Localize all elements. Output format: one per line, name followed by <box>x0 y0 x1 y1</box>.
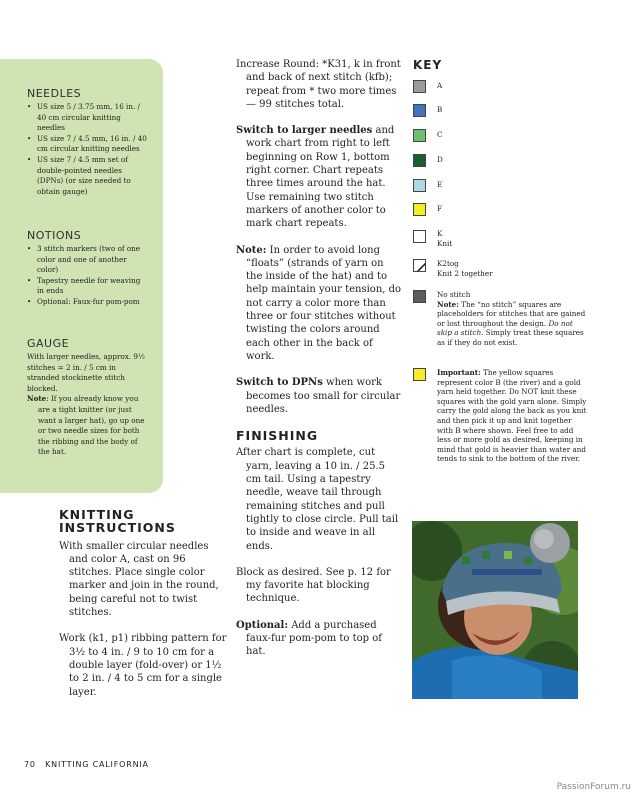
optional-bold: Optional: <box>236 619 289 631</box>
middle-column <box>236 58 402 659</box>
note-paragraph <box>236 244 402 364</box>
note-text: In order to avoid long “floats” (strands of yarn on the inside of the hat) and to help maintain your tension, do not carry a color more than three or four stitches without twisting the colors around each other in the back of work. <box>246 244 402 362</box>
optional-text: Add a purchased faux-fur pom-pom to top of hat. <box>246 619 382 658</box>
book-title: KNITTING CALIFORNIA <box>45 760 149 769</box>
swatch-label: B <box>437 105 443 114</box>
notions-list <box>27 244 149 308</box>
finishing-heading: FINISHING <box>236 428 319 444</box>
instructions-paragraph: Work (k1, p1) ribbing pattern for 3½ to 4 in. / 9 to 10 cm for a double layer (fold-over) or 1½ to 2 in. / 4 to 5 cm for a single layer. <box>59 633 227 698</box>
gauge-text <box>27 352 147 458</box>
k2tog-desc: Knit 2 together <box>437 268 493 278</box>
color-swatch-d <box>413 154 426 167</box>
materials-sidebar <box>0 59 163 493</box>
notions-item: • 3 stitch markers (two of one color and one of another color) <box>27 244 149 276</box>
no-stitch-note-bold: Note: <box>437 299 459 309</box>
no-stitch-note-end: Simply treat these squares as if they do not exist. <box>437 328 584 347</box>
instructions-paragraph: With smaller circular needles and color A, cast on 96 stitches. Place single color marker and join in the round, being careful not to twist stitches. <box>59 540 219 619</box>
knit-label: K <box>437 229 443 238</box>
key-heading: KEY <box>413 58 443 72</box>
knit-desc: Knit <box>437 238 453 248</box>
no-stitch-note <box>437 300 589 348</box>
finishing-paragraph: After chart is complete, cut yarn, leaving a 10 in. / 25.5 cm tail. Using a tapestry needle, weave tail through remaining stitches and pull tightly to close circle. Pull tail to inside and weave in all ends. <box>236 447 399 552</box>
k2tog-slash-icon <box>414 262 426 272</box>
important-text: The yellow squares represent color B (the river) and a gold yarn held together. Do NOT knit these squares with the gold yarn alone. Simply carry the gold along the back as you knit and then pick it up and knit together with B where shown. Feel free to add less or more gold as desired, keeping in mind that gold is heavier than water and tends to sink to the bottom of the river. <box>437 368 587 464</box>
swatch-label: F <box>437 204 442 213</box>
switch-larger-paragraph <box>236 124 402 230</box>
instructions-heading-line1: KNITTING <box>59 507 135 522</box>
instructions-heading-line2: INSTRUCTIONS <box>59 520 176 536</box>
page-number: 70 <box>24 760 36 769</box>
important-note <box>437 368 589 464</box>
increase-round: Increase Round: *K31, k in front and back of next stitch (kfb); repeat from * two more times— 99 stitches total. <box>236 59 401 110</box>
switch-larger-bold: Switch to larger needles <box>236 125 373 137</box>
knitting-instructions <box>59 508 229 699</box>
switch-dpn-paragraph <box>236 376 402 416</box>
needles-item: • US size 7 / 4.5 mm set of double-pointed needles (DPNs) (or size needed to obtain gauge) <box>27 155 149 197</box>
swatch-label: C <box>437 130 443 139</box>
needles-heading: NEEDLES <box>27 87 82 100</box>
note-bold: Note: <box>236 244 267 256</box>
gauge-note-text: : If you already know you are a tight knitter (or just want a larger hat), go up one or two needle sizes for both the ribbing and the body of the hat. <box>38 394 145 457</box>
swatch-label: D <box>437 155 443 164</box>
notions-item: • Tapestry needle for weaving in ends <box>27 276 149 297</box>
swatch-label: E <box>437 180 443 189</box>
color-swatch-a <box>413 80 426 93</box>
color-swatch-f <box>413 203 426 216</box>
gauge-heading: GAUGE <box>27 337 70 350</box>
finishing-paragraph: Block as desired. See p. 12 for my favorite hat blocking technique. <box>236 566 391 605</box>
gauge-note-label: Note <box>27 394 47 404</box>
switch-dpn-bold: Switch to DPNs <box>236 377 323 389</box>
swatch-label: A <box>437 81 443 90</box>
no-stitch-legend <box>437 290 589 348</box>
no-stitch-label: No stitch <box>437 290 471 299</box>
color-swatch-b <box>413 104 426 117</box>
optional-paragraph <box>236 619 402 659</box>
knit-legend <box>437 229 452 248</box>
photo-illustration <box>412 521 578 699</box>
no-stitch-symbol <box>413 290 426 303</box>
color-swatch-e <box>413 179 426 192</box>
page-footer <box>24 760 149 769</box>
model-wearing-hat-photo <box>412 521 578 699</box>
switch-dpn-text: when work becomes too small for circular needles. <box>246 377 401 415</box>
notions-heading: NOTIONS <box>27 229 82 242</box>
needles-item: • US size 7 / 4.5 mm, 16 in. / 40 cm circular knitting needles <box>27 134 149 155</box>
knit-symbol <box>413 230 426 243</box>
important-bold: Important: <box>437 368 481 377</box>
needles-item: • US size 5 / 3.75 mm, 16 in. / 40 cm circular knitting needles <box>27 102 149 134</box>
no-stitch-note-italic: Do not skip a stitch. <box>437 318 573 338</box>
k2tog-label: K2tog <box>437 259 459 268</box>
switch-larger-text: and work chart from right to left beginning on Row 1, bottom right corner. Chart repeats three times around the hat. Use remaining two stitch markers of another color to mark chart repeats. <box>246 125 395 230</box>
important-yellow-symbol <box>413 368 426 381</box>
gauge-description: With larger needles, approx. 9½ stitches = 2 in. / 5 cm in stranded stockinette stitch blocked. <box>27 352 145 393</box>
needles-list <box>27 102 149 197</box>
gauge-note <box>27 394 147 458</box>
no-stitch-note-text: The “no stitch” squares are placeholders for stitches that are gained or lost throughout the design. <box>437 299 586 328</box>
notions-item: • Optional: Faux-fur pom-pom <box>27 297 149 308</box>
k2tog-symbol <box>413 259 426 272</box>
k2tog-legend <box>437 259 493 278</box>
color-swatch-c <box>413 129 426 142</box>
watermark: PassionForum.ru <box>556 782 631 792</box>
